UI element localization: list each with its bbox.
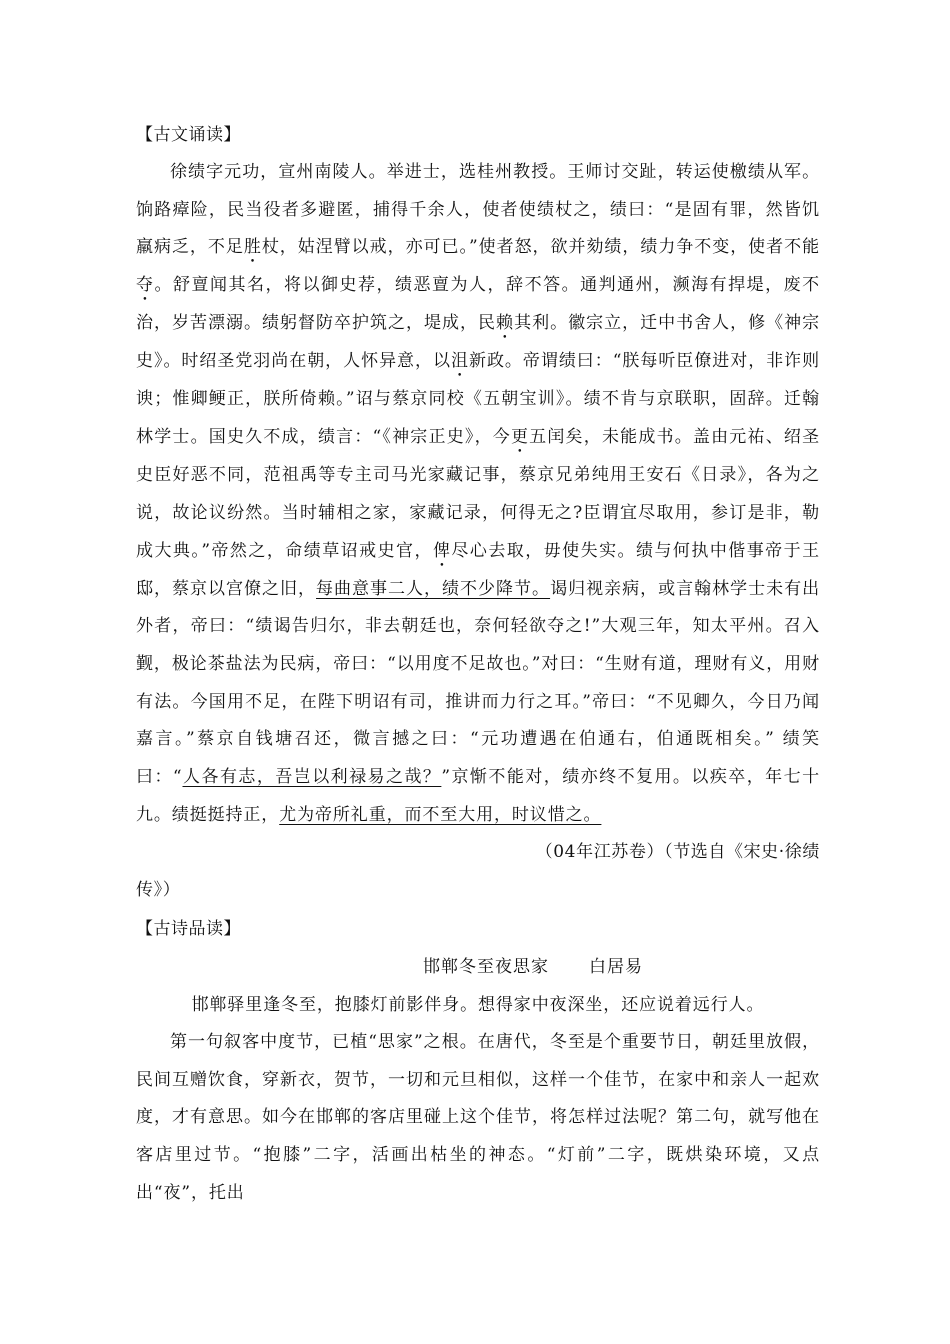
source-citation: （04年江苏卷）（节选自《宋史·徐绩 <box>535 842 820 863</box>
ancient-prose-passage <box>136 154 820 834</box>
poem-title: 邯郸冬至夜思家 <box>423 956 549 977</box>
prose-text: 其利。徽宗立，迁中书舍人，修《神宗史》。时绍圣党羽尚在朝，人怀异意，以 <box>136 313 820 372</box>
prose-text: 杖，姑涅臂以戒，亦可已。”使者怒，欲并劾绩，绩力争不变，使者不能 <box>261 237 820 258</box>
prose-text: 谒归视亲病，或言翰林学士未有出外者，帝曰：“绩谒告归尔，非去朝廷也，奈何轻欲夺之!”大观三年，知太平州。召入觐，极论茶盐法为民病，帝曰：“以用度不足故也。”对曰：“生财有道，理财有义，用财有法。今国用不足，在陛下明诏有司，推讲而力行之耳。”帝曰：“不见卿久，今日乃闻嘉言。”蔡京自钱塘召还，微言撼之曰：“元功遭遇在伯通右，伯通既相矣。” 绩笑曰：“ <box>136 578 821 788</box>
prose-text: 新政。帝谓绩曰：“朕每听臣僚进对，非诈则谀；惟卿鲠正，朕所倚赖。”诏与蔡京同校《五朝宝训》。绩不肯与京联职，固辞。迁翰林学士。国史久不成，绩言：“《神宗正史》，今 <box>136 351 821 448</box>
source-citation-continued: 传》） <box>136 880 181 901</box>
prose-text: 。舒亶闻其名，将以御史荐，绩恶亶为人，辞不答。通判通州，濒海有捍堤，废不治，岁苦漂溺。绩躬督防卒护筑之，堤成，民 <box>136 275 820 334</box>
emphasized-character: 赖 <box>496 313 515 334</box>
prose-text: 徐绩字元功，宣州南陵人。举进士，选桂州教授。王师讨交趾，转运使檄绩从军。饷路瘴险，民当役者多避匿，捕得千余人，使者使绩杖之，绩曰：“是固有罪，然皆饥羸病乏，不足 <box>136 162 820 258</box>
underlined-sentence: 人各有志，吾岂以利禄易之哉？ <box>182 767 442 788</box>
poem-commentary: 第一句叙客中度节，已植“思家”之根。在唐代，冬至是个重要节日，朝廷里放假，民间互赠饮食，穿新衣，贺节，一切和元旦相似，这样一个佳节，在家中和亲人一起欢度，才有意思。如今在邯郸的客店里碰上这个佳节，将怎样过法呢？第二句，就写他在客店里过节。“抱膝”二字，活画出枯坐的神态。“灯前”二字，既烘染环境，又点出“夜”，托出 <box>136 1031 820 1203</box>
prose-text: 尽心去取，毋使失实。绩与何执中偕事帝于王邸，蔡京以宫僚之旧， <box>136 540 820 599</box>
emphasized-character: 俾 <box>432 540 452 561</box>
emphasized-character: 胜 <box>243 237 262 258</box>
section-heading-ancient-poem: 【古诗品读】 <box>136 918 241 939</box>
prose-text: 五闰矣，未能成书。盖由元祐、绍圣史臣好恶不同，范祖禹等专主司马光家藏记事，蔡京兄弟纯用王安石《日录》，各为之说，故论议纷然。当时辅相之家，家藏记录，何得无之?臣谓宜尽取用，参订是非，勒成大典。”帝然之，命绩草诏戒史官， <box>136 427 820 561</box>
page-content <box>136 116 820 1212</box>
emphasized-character: 沮 <box>450 351 469 372</box>
poem-title-line <box>136 948 820 986</box>
emphasized-character: 更 <box>510 427 530 448</box>
prose-text: ”京惭不能对，绩亦终不复用。以疾卒，年七十九。绩挺挺持正， <box>136 767 820 825</box>
underlined-sentence: 尤为帝所礼重，而不至大用，时议惜之。 <box>279 804 602 825</box>
emphasized-character: 夺 <box>136 275 155 296</box>
poem-author: 白居易 <box>589 956 643 977</box>
underlined-sentence: 每曲意事二人，绩不少降节。 <box>316 578 551 599</box>
section-heading-ancient-prose: 【古文诵读】 <box>136 125 241 145</box>
poem-text: 邯郸驿里逢冬至，抱膝灯前影伴身。想得家中夜深坐，还应说着远行人。 <box>191 994 765 1015</box>
